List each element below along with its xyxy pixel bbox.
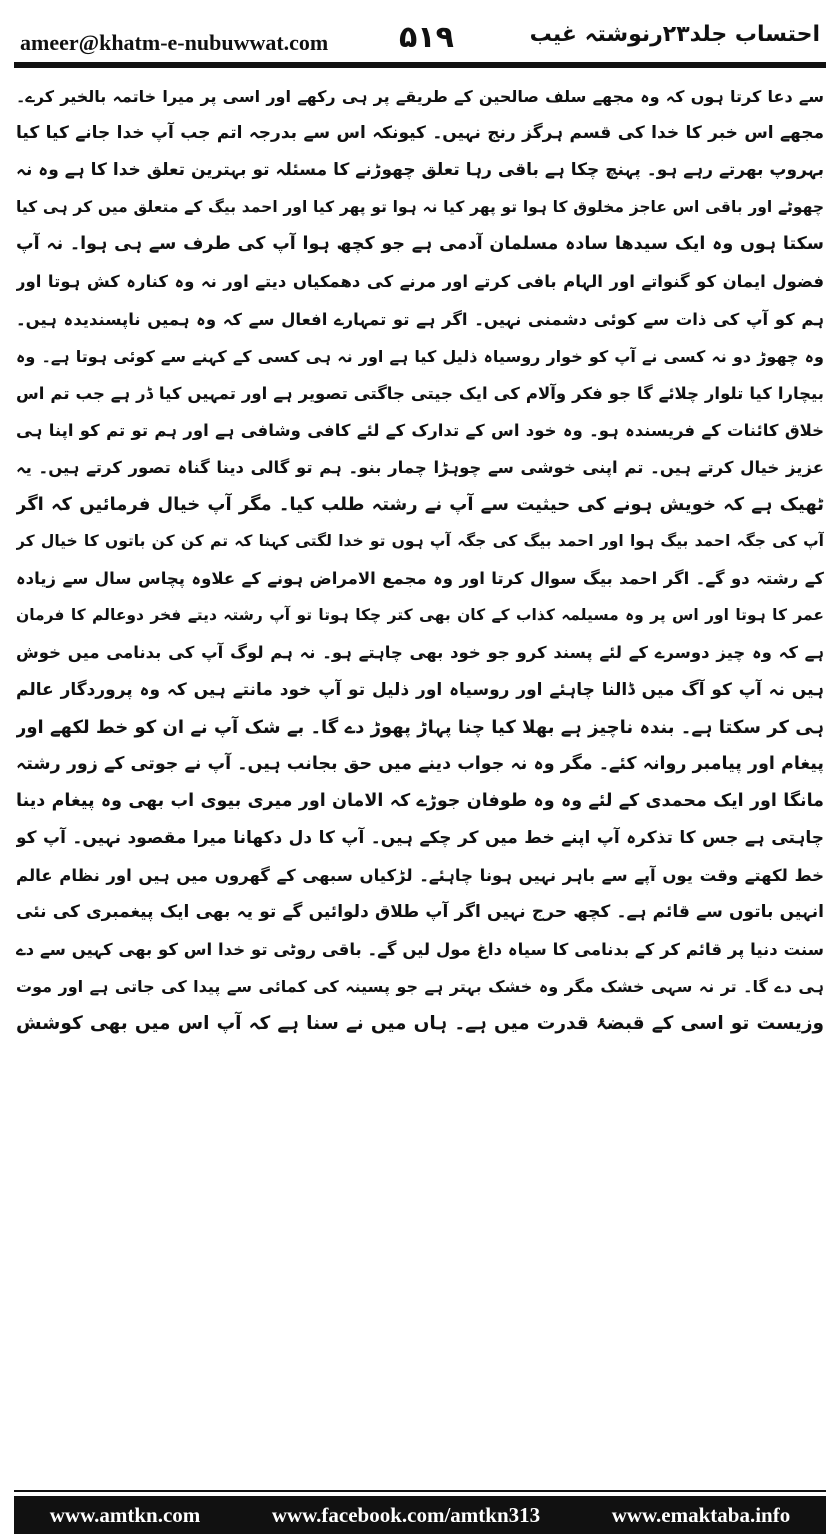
text-line: آپ کی جگہ احمد بیگ ہوا اور احمد بیگ کی جگہ آپ ہوں تو خدا لگتی کہنا کہ تم کن کن باتوں کا خیال کر [16,532,824,551]
text-line: خط لکھتے وقت یوں آپے سے باہر نہیں ہونا چاہئے۔ لڑکیاں سبھی کے گھروں میں ہیں اور نظام عالم [16,865,824,885]
text-line: عمر کا ہوتا اور اس پر وہ مسیلمہ کذاب کے کان بھی کتر چکا ہوتا تو آپ رشتہ دیتے فخر دوعالم کا فرمان [16,606,824,625]
text-line: وزیست تو اسی کے قبضۂ قدرت میں ہے۔ ہاں میں نے سنا ہے کہ آپ اس میں بھی کوشش [16,1013,824,1035]
page-number: ۵۱۹ [399,20,454,55]
text-line: وہ چھوڑ دو نہ کسی نے آپ کو خوار روسیاہ ذلیل کیا ہے اور نہ ہی کسی کے کہنے سے کوئی ہوتا ہے۔ وہ [16,346,824,366]
text-line: فضول ایمان کو گنواتے اور الہام بافی کرتے اور مرنے کی دھمکیاں دیتے اور نہ وہ کنارہ کش ہوتا اور [16,272,824,292]
text-line: خلاق کائنات کے فریسندہ ہو۔ وہ خود اس کے تدارک کے لئے کافی وشافی ہے اور ہم تو تم کو اپنا ہی [16,420,824,440]
footer-link-facebook[interactable]: www.facebook.com/amtkn313 [271,1502,541,1527]
text-line: سے دعا کرتا ہوں کہ وہ مجھے سلف صالحین کے طریقے پر ہی رکھے اور اسی پر میرا خاتمہ بالخیر کرے۔ [16,87,824,106]
text-line: سنت دنیا پر قائم کر کے بدنامی کا سیاہ داغ مول لیں گے۔ باقی روٹی تو خدا اس کو بھی کہیں سے دے [16,940,824,960]
text-line: انہیں باتوں سے قائم ہے۔ کچھ حرج نہیں اگر آپ طلاق دلوائیں گے تو یہ بھی ایک پیغمبری کی نئی [16,902,824,923]
header-email: ameer@khatm-e-nubuwwat.com [20,30,329,55]
text-line: ہے کہ وہ چیز دوسرے کے لئے پسند کرو جو خود بھی چاہتے ہو۔ نہ ہم لوگ آپ کی بدنامی میں خوش [16,643,824,663]
text-line: سکتا ہوں وہ ایک سیدھا سادہ مسلمان آدمی ہے جو کچھ ہوا آپ کی طرف سے ہی ہوا۔ نہ آپ [16,234,824,255]
text-line: چھوٹے اور باقی اس عاجز مخلوق کا ہوا تو پھر کیا نہ ہوا تو پھر کیا اور احمد بیگ کے متعلق میں کر ہی کیا [16,198,824,217]
book-title: احتساب جلد۲۳رنوشتہ غیب [529,22,820,47]
text-line: ہی کر سکتا ہے۔ بندہ ناچیز ہے بھلا کیا چنا پہاڑ پھوڑ دے گا۔ بے شک آپ نے ان کو خط لکھے اور [16,716,824,738]
text-line: پیغام اور پیامبر روانہ کئے۔ مگر وہ نہ جواب دینے میں حق بجانب ہیں۔ آپ نے جوتی کے زور رشتہ [16,753,824,774]
text-line: مانگا اور ایک محمدی کے لئے وہ وہ طوفان جوڑے کہ الامان اور میری بیوی اب بھی وہ پیغام دینا [16,790,824,811]
page-header [14,8,826,60]
body-text [16,78,824,1042]
text-line: مجھے اس خبر کا خدا کی قسم ہرگز رنج نہیں۔ کیونکہ اس سے بدرجہ اتم جب آپ خدا جانے کیا کیا [16,123,824,144]
footer-bar [14,1496,826,1534]
footer-link-amtkn[interactable]: www.amtkn.com [49,1502,201,1527]
text-line: چاہتی ہے جس کا تذکرہ آپ اپنے خط میں کر چکے ہیں۔ آپ کا دل دکھانا میرا مقصود نہیں۔ آپ کو [16,827,824,848]
header-divider [14,62,826,68]
footer-link-emaktaba[interactable]: www.emaktaba.info [611,1502,791,1527]
footer-divider [14,1490,826,1492]
text-line: عزیز خیال کرتے ہیں۔ تم اپنی خوشی سے چوہڑا چمار بنو۔ ہم تو گالی دینا گناہ تصور کرتے ہیں۔ یہ [16,457,824,477]
text-line: ہی دے گا۔ تر نہ سہی خشک مگر وہ خشک بہتر ہے جو پسینہ کی کمائی سے پیدا کی جاتی ہے اور موت [16,977,824,997]
text-line: ٹھیک ہے کہ خویش ہونے کی حیثیت سے آپ نے رشتہ طلب کیا۔ مگر آپ خیال فرمائیں کہ اگر [16,494,824,516]
text-line: کے رشتہ دو گے۔ اگر احمد بیگ سوال کرتا اور وہ مجمع الامراض ہونے کے علاوہ پچاس سال سے زیادہ [16,569,824,589]
text-line: بیچارا کیا تلوار چلائے گا جو فکر وآلام کی ایک جیتی جاگتی تصویر ہے اور تمہیں کیا ڈر ہے جب تم اس [16,383,824,403]
text-line: ہیں نہ آپ کو آگ میں ڈالنا چاہئے اور روسیاہ اور ذلیل تو آپ خود مانتے ہیں کہ وہ پروردگار عالم [16,679,824,700]
text-line: بہروپ بھرتے رہے ہو۔ پہنچ چکا ہے باقی رہا تعلق چھوڑنے کا مسئلہ تو بہترین تعلق خدا کا ہے وہ نہ [16,160,824,181]
text-line: ہم کو آپ کی ذات سے کوئی دشمنی نہیں۔ اگر ہے تو تمہارے افعال سے کہ وہ ہمیں ناپسندیدہ ہیں۔ [16,309,824,329]
